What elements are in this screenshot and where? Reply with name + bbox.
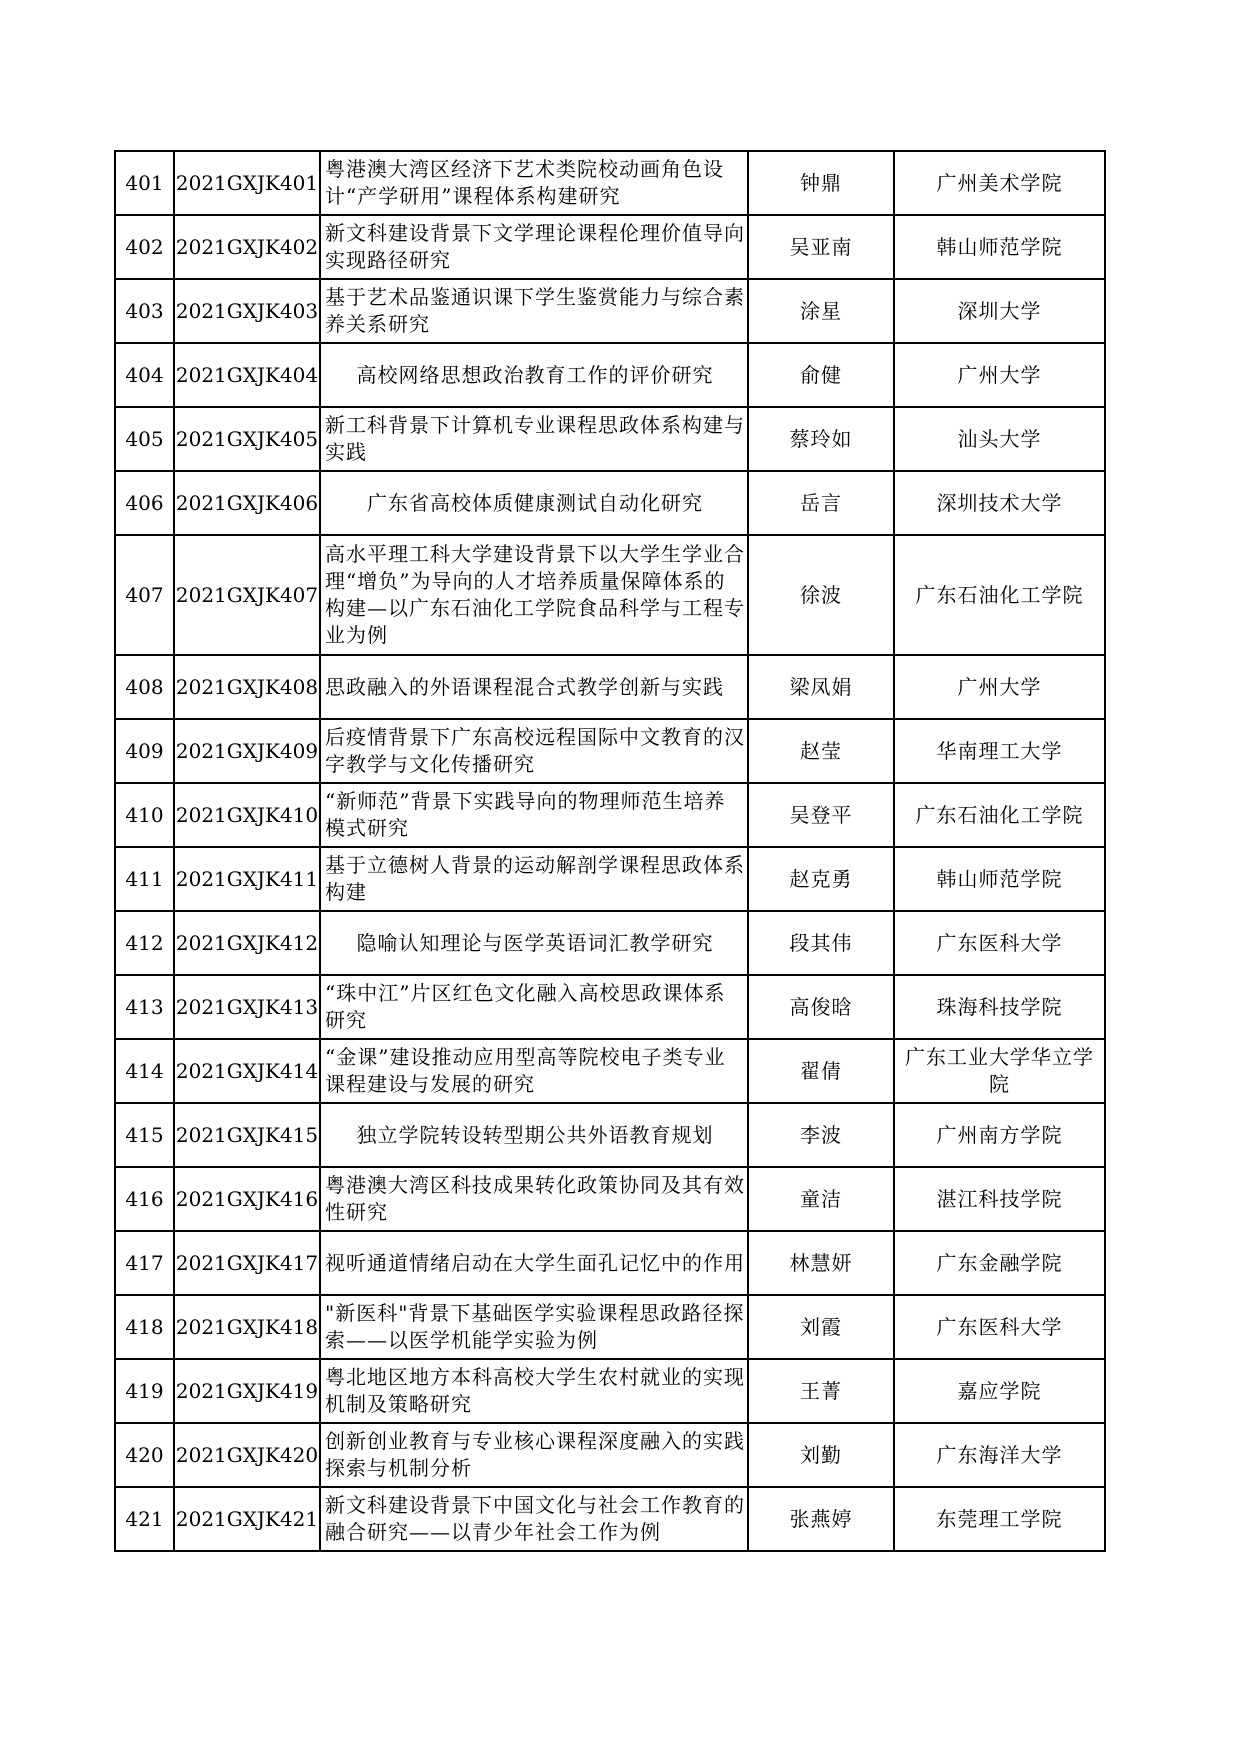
project-title: 新文科建设背景下中国文化与社会工作教育的融合研究——以青少年社会工作为例 [320,1487,748,1551]
school-name: 韩山师范学院 [894,215,1105,279]
project-code: 2021GXJK410 [174,783,320,847]
row-number: 415 [115,1103,174,1167]
project-leader: 钟鼎 [748,151,894,215]
project-leader: 蔡玲如 [748,407,894,471]
project-title: 思政融入的外语课程混合式教学创新与实践 [320,655,748,719]
table-row [115,655,1105,719]
project-code: 2021GXJK402 [174,215,320,279]
project-code: 2021GXJK403 [174,279,320,343]
school-name: 广州大学 [894,655,1105,719]
project-title: 新工科背景下计算机专业课程思政体系构建与实践 [320,407,748,471]
project-title: 新文科建设背景下文学理论课程伦理价值导向实现路径研究 [320,215,748,279]
project-leader: 刘勤 [748,1423,894,1487]
project-title: 高水平理工科大学建设背景下以大学生学业合理“增负”为导向的人才培养质量保障体系的构建—以广东石油化工学院食品科学与工程专业为例 [320,535,748,655]
row-number: 406 [115,471,174,535]
project-leader: 吴登平 [748,783,894,847]
school-name: 珠海科技学院 [894,975,1105,1039]
school-name: 广东金融学院 [894,1231,1105,1295]
project-leader: 童洁 [748,1167,894,1231]
project-code: 2021GXJK420 [174,1423,320,1487]
project-leader: 俞健 [748,343,894,407]
row-number: 419 [115,1359,174,1423]
school-name: 广东海洋大学 [894,1423,1105,1487]
school-name: 湛江科技学院 [894,1167,1105,1231]
project-code: 2021GXJK411 [174,847,320,911]
project-code: 2021GXJK413 [174,975,320,1039]
row-number: 409 [115,719,174,783]
project-leader: 翟倩 [748,1039,894,1103]
row-number: 420 [115,1423,174,1487]
project-code: 2021GXJK409 [174,719,320,783]
table-row [115,471,1105,535]
project-title: 后疫情背景下广东高校远程国际中文教育的汉字教学与文化传播研究 [320,719,748,783]
table-row [115,1231,1105,1295]
school-name: 深圳大学 [894,279,1105,343]
table-row [115,975,1105,1039]
school-name: 广东石油化工学院 [894,535,1105,655]
table-row [115,1359,1105,1423]
table-row [115,215,1105,279]
row-number: 407 [115,535,174,655]
row-number: 412 [115,911,174,975]
project-table [114,150,1106,1552]
row-number: 416 [115,1167,174,1231]
table-row [115,719,1105,783]
project-code: 2021GXJK418 [174,1295,320,1359]
row-number: 402 [115,215,174,279]
row-number: 418 [115,1295,174,1359]
table-row [115,151,1105,215]
project-leader: 岳言 [748,471,894,535]
project-leader: 梁凤娟 [748,655,894,719]
project-code: 2021GXJK405 [174,407,320,471]
project-leader: 李波 [748,1103,894,1167]
row-number: 404 [115,343,174,407]
table-row [115,343,1105,407]
project-code: 2021GXJK406 [174,471,320,535]
row-number: 403 [115,279,174,343]
table-row [115,911,1105,975]
project-title: 粤港澳大湾区经济下艺术类院校动画角色设计“产学研用”课程体系构建研究 [320,151,748,215]
project-title: "新医科"背景下基础医学实验课程思政路径探索——以医学机能学实验为例 [320,1295,748,1359]
project-code: 2021GXJK407 [174,535,320,655]
project-title: 高校网络思想政治教育工作的评价研究 [320,343,748,407]
row-number: 401 [115,151,174,215]
table-row [115,535,1105,655]
row-number: 413 [115,975,174,1039]
project-leader: 赵克勇 [748,847,894,911]
school-name: 深圳技术大学 [894,471,1105,535]
project-title: 独立学院转设转型期公共外语教育规划 [320,1103,748,1167]
school-name: 广州南方学院 [894,1103,1105,1167]
table-row [115,279,1105,343]
project-title: 粤港澳大湾区科技成果转化政策协同及其有效性研究 [320,1167,748,1231]
project-code: 2021GXJK421 [174,1487,320,1551]
row-number: 414 [115,1039,174,1103]
table-row [115,407,1105,471]
project-title: “新师范”背景下实践导向的物理师范生培养模式研究 [320,783,748,847]
project-leader: 王菁 [748,1359,894,1423]
table-body [115,151,1105,1551]
project-code: 2021GXJK412 [174,911,320,975]
row-number: 410 [115,783,174,847]
project-code: 2021GXJK416 [174,1167,320,1231]
school-name: 广东医科大学 [894,911,1105,975]
project-code: 2021GXJK404 [174,343,320,407]
project-title: 粤北地区地方本科高校大学生农村就业的实现机制及策略研究 [320,1359,748,1423]
school-name: 广州美术学院 [894,151,1105,215]
row-number: 411 [115,847,174,911]
school-name: 广东工业大学华立学院 [894,1039,1105,1103]
row-number: 417 [115,1231,174,1295]
project-title: 视听通道情绪启动在大学生面孔记忆中的作用 [320,1231,748,1295]
school-name: 东莞理工学院 [894,1487,1105,1551]
project-title: 基于立德树人背景的运动解剖学课程思政体系构建 [320,847,748,911]
project-code: 2021GXJK417 [174,1231,320,1295]
project-title: 隐喻认知理论与医学英语词汇教学研究 [320,911,748,975]
project-leader: 高俊晗 [748,975,894,1039]
project-leader: 张燕婷 [748,1487,894,1551]
project-leader: 吴亚南 [748,215,894,279]
project-leader: 赵莹 [748,719,894,783]
project-title: “珠中江”片区红色文化融入高校思政课体系研究 [320,975,748,1039]
project-title: 基于艺术品鉴通识课下学生鉴赏能力与综合素养关系研究 [320,279,748,343]
table-row [115,847,1105,911]
school-name: 广州大学 [894,343,1105,407]
project-code: 2021GXJK414 [174,1039,320,1103]
project-leader: 林慧妍 [748,1231,894,1295]
project-code: 2021GXJK415 [174,1103,320,1167]
school-name: 韩山师范学院 [894,847,1105,911]
table-row [115,1039,1105,1103]
project-leader: 刘霞 [748,1295,894,1359]
school-name: 汕头大学 [894,407,1105,471]
row-number: 408 [115,655,174,719]
project-title: 广东省高校体质健康测试自动化研究 [320,471,748,535]
table-row [115,1423,1105,1487]
table-row [115,1295,1105,1359]
project-code: 2021GXJK401 [174,151,320,215]
school-name: 华南理工大学 [894,719,1105,783]
project-code: 2021GXJK408 [174,655,320,719]
table-row [115,1103,1105,1167]
school-name: 广东石油化工学院 [894,783,1105,847]
row-number: 421 [115,1487,174,1551]
table-row [115,1167,1105,1231]
project-leader: 段其伟 [748,911,894,975]
project-title: “金课”建设推动应用型高等院校电子类专业课程建设与发展的研究 [320,1039,748,1103]
school-name: 嘉应学院 [894,1359,1105,1423]
table-row [115,1487,1105,1551]
project-leader: 徐波 [748,535,894,655]
table-row [115,783,1105,847]
project-title: 创新创业教育与专业核心课程深度融入的实践探索与机制分析 [320,1423,748,1487]
row-number: 405 [115,407,174,471]
project-leader: 涂星 [748,279,894,343]
school-name: 广东医科大学 [894,1295,1105,1359]
project-code: 2021GXJK419 [174,1359,320,1423]
